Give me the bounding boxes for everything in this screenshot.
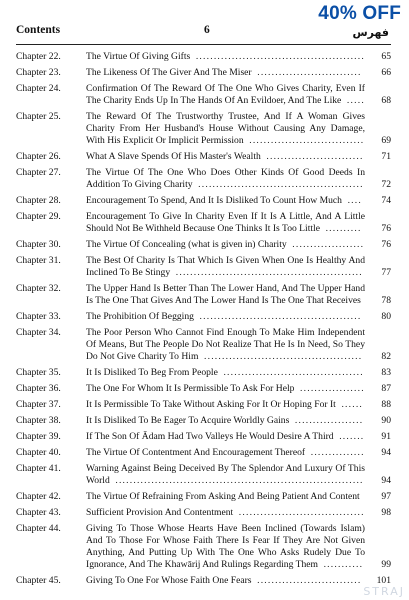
toc-entry xyxy=(16,523,391,571)
toc-title-text: The Prohibition Of Begging xyxy=(86,310,194,322)
dot-leader: ..................................................................... xyxy=(111,474,364,486)
toc-title-text: Sufficient Provision And Contentment xyxy=(86,507,234,519)
toc-chapter-title xyxy=(86,211,371,235)
toc-page-number: 98 xyxy=(381,507,391,519)
toc-entry xyxy=(16,83,391,107)
toc-entry xyxy=(16,431,391,443)
toc-entry xyxy=(16,327,391,363)
toc-chapter-number: Chapter 36. xyxy=(16,382,61,394)
dot-leader: ...... xyxy=(337,398,364,410)
toc-title-text: If The Son Of Ādam Had Two Valleys He Would Desire A Third xyxy=(86,430,334,442)
discount-badge: 40% OFF xyxy=(318,3,401,24)
toc-title-text: The Upper Hand Is Better Than The Lower Hand, And The Upper Hand Is The One That Gives And The Lower Hand Is The One That Receives xyxy=(86,282,365,306)
toc-chapter-title xyxy=(86,507,371,519)
dot-leader: .................................................... xyxy=(172,266,363,278)
toc-title-text: The Poor Person Who Cannot Find Enough To Make Him Independent Of Means, But The People Do Not Realize That He Is In Need, So They Do Not Give Charity To Him xyxy=(86,326,365,362)
toc-chapter-title xyxy=(86,51,371,63)
toc-chapter-title xyxy=(86,67,371,79)
toc-chapter-number: Chapter 35. xyxy=(16,366,61,378)
dot-leader: ....................................... xyxy=(219,366,364,378)
toc-chapter-title xyxy=(86,415,371,427)
toc-chapter-number: Chapter 33. xyxy=(16,310,61,322)
toc-entry xyxy=(16,195,391,207)
toc-chapter-number: Chapter 28. xyxy=(16,194,61,206)
toc-entry xyxy=(16,575,391,587)
toc-chapter-title xyxy=(86,255,371,279)
toc-page-number: 66 xyxy=(381,67,391,79)
dot-leader: ................................ xyxy=(245,134,365,146)
dot-leader: .......... xyxy=(321,222,362,234)
toc-title-text: Warning Against Being Deceived By The Splendor And Luxury Of This World xyxy=(86,463,365,486)
toc-entry xyxy=(16,507,391,519)
toc-chapter-title xyxy=(86,311,371,323)
toc-page-number: 87 xyxy=(381,382,391,394)
toc-chapter-number: Chapter 29. xyxy=(16,210,61,222)
toc-page-number: 82 xyxy=(381,350,391,362)
toc-title-text: The Best Of Charity Is That Which Is Given When One Is Healthy And Inclined To Be Stingy xyxy=(86,254,365,278)
toc-title-text: The Virtue Of Refraining From Asking And Being Patient And Content xyxy=(86,491,360,502)
toc-chapter-number: Chapter 38. xyxy=(16,414,61,426)
toc-title-text: It Is Permissible To Take Without Asking For It Or Hoping For It xyxy=(86,398,336,410)
toc-title-text: The One For Whom It Is Permissible To Ask For Help xyxy=(86,382,295,394)
toc-chapter-title xyxy=(86,167,371,191)
toc-page-number: 101 xyxy=(376,574,391,586)
toc-page-number: 77 xyxy=(381,266,391,278)
dot-leader: ........... xyxy=(319,558,364,570)
toc-entry xyxy=(16,463,391,487)
toc-chapter-number: Chapter 39. xyxy=(16,430,61,442)
dot-leader: ............................. xyxy=(253,67,362,79)
toc-chapter-number: Chapter 30. xyxy=(16,238,61,250)
dot-leader: .................... xyxy=(288,238,365,250)
toc-chapter-title xyxy=(86,195,371,207)
toc-chapter-title xyxy=(86,447,371,459)
toc-page-number: 94 xyxy=(381,474,391,486)
dot-leader: ..... xyxy=(343,95,365,106)
toc-chapter-number: Chapter 24. xyxy=(16,83,61,95)
dot-leader: .... xyxy=(343,194,362,206)
toc-page-number: 69 xyxy=(381,134,391,146)
toc-entry xyxy=(16,399,391,411)
toc-chapter-number: Chapter 22. xyxy=(16,51,61,62)
store-watermark: STRAJ xyxy=(363,585,405,598)
page-header xyxy=(16,24,389,40)
dot-leader: ............................................ xyxy=(200,350,363,362)
toc-title-text: The Likeness Of The Giver And The Miser xyxy=(86,67,252,79)
toc-page-number: 74 xyxy=(381,194,391,206)
toc-chapter-title xyxy=(86,491,371,503)
toc-title-text: Encouragement To Spend, And It Is Disliked To Count How Much xyxy=(86,194,342,206)
toc-chapter-title xyxy=(86,383,371,395)
toc-page-number: 83 xyxy=(381,366,391,378)
dot-leader: ............................................. xyxy=(195,310,362,322)
toc-page-number: 94 xyxy=(381,447,391,458)
toc-chapter-title xyxy=(86,431,371,443)
toc-entry xyxy=(16,283,391,307)
toc-chapter-title xyxy=(86,575,371,587)
toc-chapter-number: Chapter 25. xyxy=(16,111,61,123)
toc-title-text: The Virtue Of Contentment And Encouragement Thereof xyxy=(86,447,306,458)
toc-entry xyxy=(16,239,391,251)
toc-title-text: What A Slave Spends Of His Master's Wealth xyxy=(86,150,261,162)
toc-chapter-title xyxy=(86,283,371,307)
dot-leader: ............... xyxy=(307,447,365,458)
toc-chapter-number: Chapter 42. xyxy=(16,491,61,502)
toc-title-text: It Is Disliked To Beg From People xyxy=(86,366,218,378)
toc-chapter-number: Chapter 40. xyxy=(16,447,61,458)
toc-page-number: 76 xyxy=(381,222,391,234)
toc-chapter-number: Chapter 45. xyxy=(16,574,61,586)
toc-title-text: It Is Disliked To Be Eager To Acquire Worldly Gains xyxy=(86,414,290,426)
toc-chapter-number: Chapter 32. xyxy=(16,282,61,294)
toc-entry xyxy=(16,367,391,379)
toc-entry xyxy=(16,167,391,191)
toc-entry xyxy=(16,51,391,63)
toc-chapter-number: Chapter 31. xyxy=(16,254,61,266)
toc-title-text: Giving To Those Whose Hearts Have Been Inclined (Towards Islam) And To Those For Whose Faith There Is Fear If They Are Not Given Anything, And Putting Up With The One Who Asks Rudely Due To Ignorance, And The Khawārij And Rulings Regarding Them xyxy=(86,523,365,570)
toc-title-text: The Virtue Of Giving Gifts xyxy=(86,51,191,62)
toc-title-text: Confirmation Of The Reward Of The One Who Gives Charity, Even If The Charity Ends Up In The Hands Of An Evildoer, And The Like xyxy=(86,83,365,106)
toc-entry xyxy=(16,383,391,395)
toc-chapter-number: Chapter 23. xyxy=(16,67,61,79)
toc-chapter-number: Chapter 43. xyxy=(16,507,61,519)
dot-leader: ............................................... xyxy=(192,51,365,62)
dot-leader: .............................................. xyxy=(194,178,364,190)
toc-chapter-number: Chapter 34. xyxy=(16,326,61,338)
toc-page-number: 72 xyxy=(381,178,391,190)
toc-entry xyxy=(16,255,391,279)
toc-entry xyxy=(16,415,391,427)
toc-chapter-title xyxy=(86,327,371,363)
toc-entry xyxy=(16,151,391,163)
toc-page-number: 65 xyxy=(381,51,391,62)
toc-entry xyxy=(16,67,391,79)
toc-page-number: 88 xyxy=(381,398,391,410)
dot-leader: ........................... xyxy=(262,150,364,162)
toc-title-text: The Reward Of The Trustworthy Trustee, And If A Woman Gives Charity From Her Husband's House Without Causing Any Damage, With His Explicit Or Implicit Permission xyxy=(86,111,365,146)
toc-title-text: Encouragement To Give In Charity Even If It Is A Little, And A Little Should Not Be Withheld Because One Thinks It Is Too Little xyxy=(86,210,365,234)
toc-page-number: 90 xyxy=(381,414,391,426)
toc-chapter-title xyxy=(86,523,371,571)
dot-leader: ............................. xyxy=(253,574,362,586)
toc-title-text: The Virtue Of The One Who Does Other Kinds Of Good Deeds In Addition To Giving Charity xyxy=(86,166,365,190)
toc-chapter-number: Chapter 41. xyxy=(16,463,61,475)
toc-chapter-title xyxy=(86,83,371,107)
toc-title-text: Giving To One For Whose Faith One Fears xyxy=(86,574,252,586)
header-contents-label: Contents xyxy=(16,24,61,36)
toc-chapter-number: Chapter 37. xyxy=(16,398,61,410)
table-of-contents xyxy=(16,51,391,591)
toc-entry xyxy=(16,491,391,503)
header-arabic-label: فهرس xyxy=(352,26,389,39)
dot-leader: ................................... xyxy=(235,507,365,519)
toc-page-number: 99 xyxy=(381,558,391,570)
toc-chapter-title xyxy=(86,111,371,147)
toc-chapter-title xyxy=(86,239,371,251)
toc-chapter-number: Chapter 27. xyxy=(16,166,61,178)
toc-page-number: 80 xyxy=(381,310,391,322)
toc-page-number: 68 xyxy=(381,95,391,106)
toc-page-number: 71 xyxy=(381,150,391,162)
toc-page-number: 97 xyxy=(381,491,391,502)
toc-chapter-number: Chapter 26. xyxy=(16,150,61,162)
toc-page-number: 76 xyxy=(381,238,391,250)
toc-entry xyxy=(16,311,391,323)
header-page-number: 6 xyxy=(204,24,210,36)
toc-chapter-number: Chapter 44. xyxy=(16,523,61,535)
dot-leader: ....... xyxy=(335,430,365,442)
toc-page-number: 78 xyxy=(381,294,391,306)
toc-chapter-title xyxy=(86,463,371,487)
toc-chapter-title xyxy=(86,151,371,163)
dot-leader: ................... xyxy=(291,414,364,426)
toc-entry xyxy=(16,111,391,147)
toc-title-text: The Virtue Of Concealing (what is given in) Charity xyxy=(86,238,287,250)
toc-page-number: 91 xyxy=(381,430,391,442)
toc-chapter-title xyxy=(86,367,371,379)
header-divider xyxy=(16,44,391,45)
toc-chapter-title xyxy=(86,399,371,411)
toc-entry xyxy=(16,211,391,235)
dot-leader: .................. xyxy=(296,382,365,394)
toc-entry xyxy=(16,447,391,459)
